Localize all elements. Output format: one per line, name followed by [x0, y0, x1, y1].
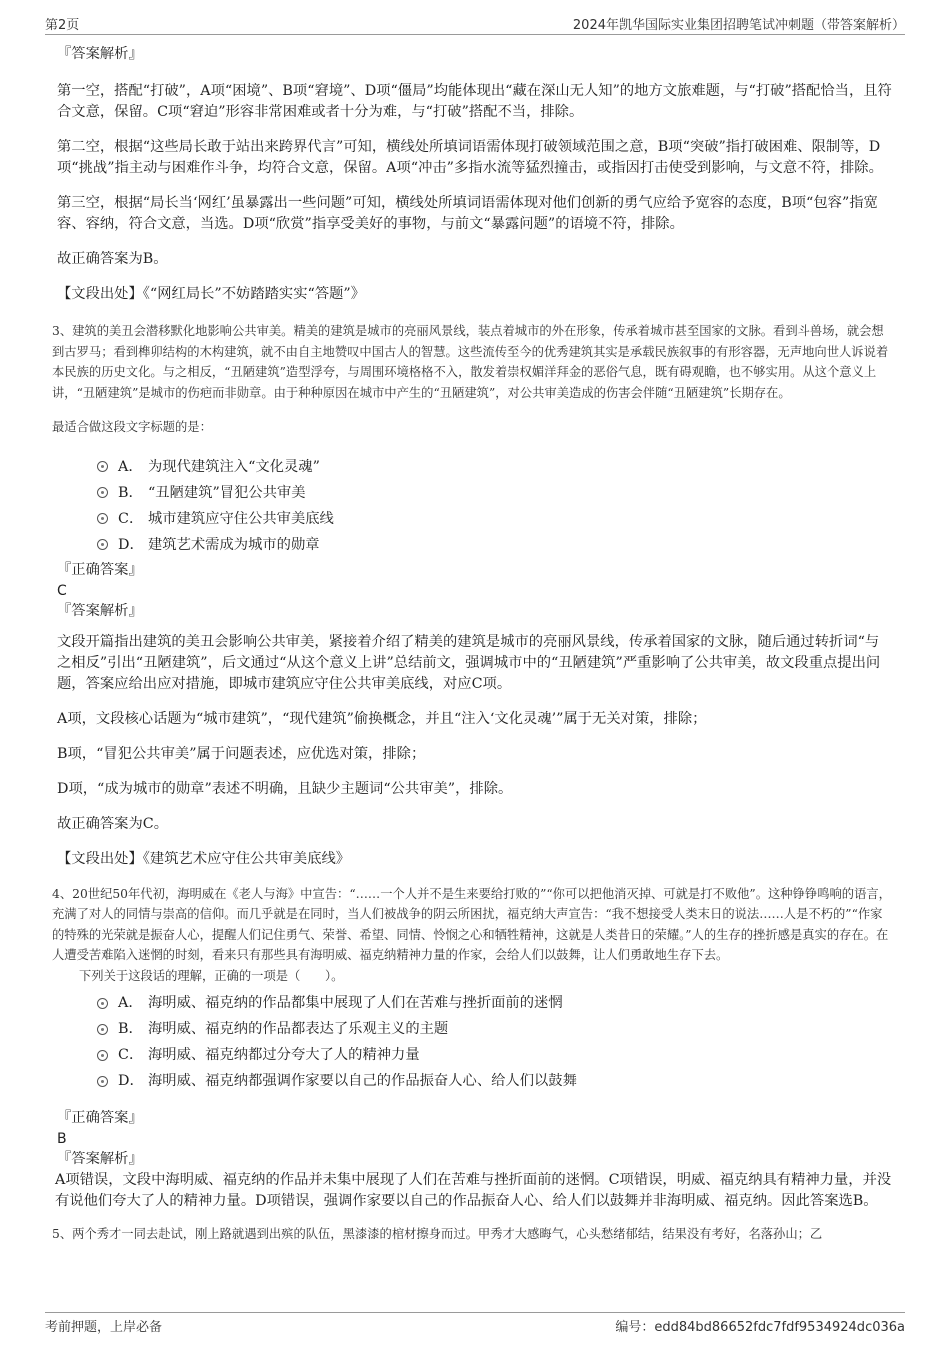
correct-answer: C [57, 582, 67, 599]
prev-analysis [57, 81, 892, 305]
analysis-paragraph: A项错误，文段中海明威、福克纳的作品并未集中展现了人们在苦难与挫折面前的迷惘。C项错误，明威、福克纳具有精神力量，并没有说他们夸大了人的精神力量。D项错误，强调作家要以自己的作品振奋人心、给人们以鼓舞并非海明威、福克纳。因此答案选B。 [55, 1172, 892, 1209]
radio-icon[interactable] [97, 998, 108, 1009]
analysis-label: 『答案解析』 [57, 46, 143, 62]
correct-answer-label: 『正确答案』 [57, 1110, 143, 1126]
analysis-conclusion: 故正确答案为B。 [57, 251, 168, 267]
analysis-conclusion: 故正确答案为C。 [57, 815, 169, 832]
page-content [52, 44, 892, 1245]
question-prompt: 最适合做这段文字标题的是： [52, 420, 212, 434]
document-code: 编号：edd84bd86652fdc7fdf9534924dc036a [615, 1320, 905, 1335]
option-d[interactable]: D． 建筑艺术需成为城市的勋章 [97, 532, 892, 558]
analysis-paragraph: 第二空，根据“这些局长敢于站出来跨界代言”可知，横线处所填词语需体现打破领域范围之意，B项“突破”指打破困难、限制等，D项“挑战”指主动与困难作斗争，均符合文意，保留。A项“冲击”多指水流等猛烈撞击，或指因打击使受到影响，与文意不符，排除。 [57, 139, 883, 176]
analysis-paragraph: B项，“冒犯公共审美”属于问题表述，应优选对策，排除； [57, 745, 426, 762]
q4-analysis [55, 1170, 892, 1212]
question-5 [52, 1224, 892, 1245]
option-c[interactable]: C． 城市建筑应守住公共审美底线 [97, 506, 892, 532]
option-c[interactable]: C． 海明威、福克纳都过分夸大了人的精神力量 [97, 1042, 892, 1068]
radio-icon[interactable] [97, 513, 108, 524]
radio-icon[interactable] [97, 487, 108, 498]
source-citation: 【文段出处】《“网红局长”不妨踏踏实实“答题”》 [57, 286, 366, 302]
page-footer [45, 1312, 905, 1337]
analysis-label: 『答案解析』 [57, 1151, 143, 1167]
correct-answer-label: 『正确答案』 [57, 561, 143, 578]
page-header [45, 12, 905, 35]
option-b[interactable]: B． 海明威、福克纳的作品都表达了乐观主义的主题 [97, 1016, 892, 1042]
question-stem: 3、建筑的美丑会潜移默化地影响公共审美。精美的建筑是城市的亮丽风景线，装点着城市的外在形象，传承着城市甚至国家的文脉。看到斗兽场，就会想到古罗马；看到榫卯结构的木构建筑，就不由自主地赞叹中国古人的智慧。这些流传至今的优秀建筑其实是承载民族叙事的有形容器，无声地向世人诉说着本民族的历史文化。与之相反，“丑陋建筑”造型浮夸，与周围环境格格不入，散发着崇权媚洋拜金的恶俗气息，既有碍观瞻，也不够实用。从这个意义上讲，“丑陋建筑”是城市的伤疤而非勋章。由于种种原因在城市中产生的“丑陋建筑”，对公共审美造成的伤害会伴随“丑陋建筑”长期存在。 [52, 324, 889, 400]
page-number: 第2页 [45, 18, 80, 33]
analysis-paragraph: D项，“成为城市的勋章”表述不明确，且缺少主题词“公共审美”，排除。 [57, 780, 513, 797]
analysis-paragraph: 第一空，搭配“打破”，A项“困境”、B项“窘境”、D项“僵局”均能体现出“藏在深山无人知”的地方文旅难题，与“打破”搭配恰当，且符合文意，保留。C项“窘迫”形容非常困难或者十分为难，与“打破”搭配不当，排除。 [57, 83, 892, 120]
option-a[interactable]: A． 海明威、福克纳的作品都集中展现了人们在苦难与挫折面前的迷惘 [97, 990, 892, 1016]
question-stem: 4、20世纪50年代初，海明威在《老人与海》中宣告：“……一个人并不是生来要给打败的”“你可以把他消灭掉、可就是打不败他”。这种铮铮鸣响的语言，充满了对人的同情与崇高的信仰。而几乎就是在同时，当人们被战争的阴云所困扰，福克纳大声宣告：“我不想接受人类末日的说法……人是不朽的”“作家的特殊的光荣就是振奋人心，提醒人们记住勇气、荣誉、希望、同情、怜悯之心和牺牲精神，这就是人类昔日的荣耀。”人的生存的挫折感是真实的存在。在人遭受苦难陷入迷惘的时刻，看来只有那些具有海明威、福克纳精神力量的作家，会给人们以鼓舞，让人们勇敢地生存下去。 [52, 886, 891, 962]
radio-icon[interactable] [97, 1050, 108, 1061]
document-title: 2024年凯华国际实业集团招聘笔试冲刺题（带答案解析） [572, 18, 905, 33]
options-list [57, 454, 892, 558]
option-a[interactable]: A． 为现代建筑注入“文化灵魂” [97, 454, 892, 480]
q3-analysis [57, 632, 892, 870]
question-3 [52, 321, 892, 438]
source-citation: 【文段出处】《建筑艺术应守住公共审美底线》 [57, 850, 351, 867]
analysis-paragraph: 文段开篇指出建筑的美丑会影响公共审美，紧接着介绍了精美的建筑是城市的亮丽风景线，传承着国家的文脉，随后通过转折词“与之相反”引出“丑陋建筑”，后文通过“从这个意义上讲”总结前文，强调城市中的“丑陋建筑”严重影响了公共审美，故文段重点提出问题，答案应给出应对措施，即城市建筑应守住公共审美底线，对应C项。 [57, 633, 881, 692]
footer-slogan: 考前押题，上岸必备 [45, 1320, 163, 1335]
radio-icon[interactable] [97, 1024, 108, 1035]
radio-icon[interactable] [97, 1076, 108, 1087]
correct-answer: B [57, 1131, 67, 1147]
analysis-label: 『答案解析』 [57, 602, 143, 619]
analysis-paragraph: A项，文段核心话题为“城市建筑”，“现代建筑”偷换概念，并且“注入‘文化灵魂’”属于无关对策，排除； [57, 710, 707, 727]
question-stem: 5、两个秀才一同去赴试，刚上路就遇到出殡的队伍，黑漆漆的棺材擦身而过。甲秀才大感晦气，心头愁绪郁结，结果没有考好，名落孙山；乙 [52, 1227, 823, 1241]
options-list [57, 990, 892, 1094]
radio-icon[interactable] [97, 461, 108, 472]
question-4 [52, 884, 892, 987]
radio-icon[interactable] [97, 539, 108, 550]
option-b[interactable]: B． “丑陋建筑”冒犯公共审美 [97, 480, 892, 506]
analysis-paragraph: 第三空，根据“局长当‘网红’虽暴露出一些问题”可知，横线处所填词语需体现对他们创新的勇气应给予宽容的态度，B项“包容”指宽容、容纳，符合文意，当选。D项“欣赏”指享受美好的事物，与前文“暴露问题”的语境不符，排除。 [57, 195, 878, 232]
option-d[interactable]: D． 海明威、福克纳都强调作家要以自己的作品振奋人心、给人们以鼓舞 [97, 1068, 892, 1094]
question-prompt: 下列关于这段话的理解，正确的一项是（ ）。 [79, 968, 344, 983]
